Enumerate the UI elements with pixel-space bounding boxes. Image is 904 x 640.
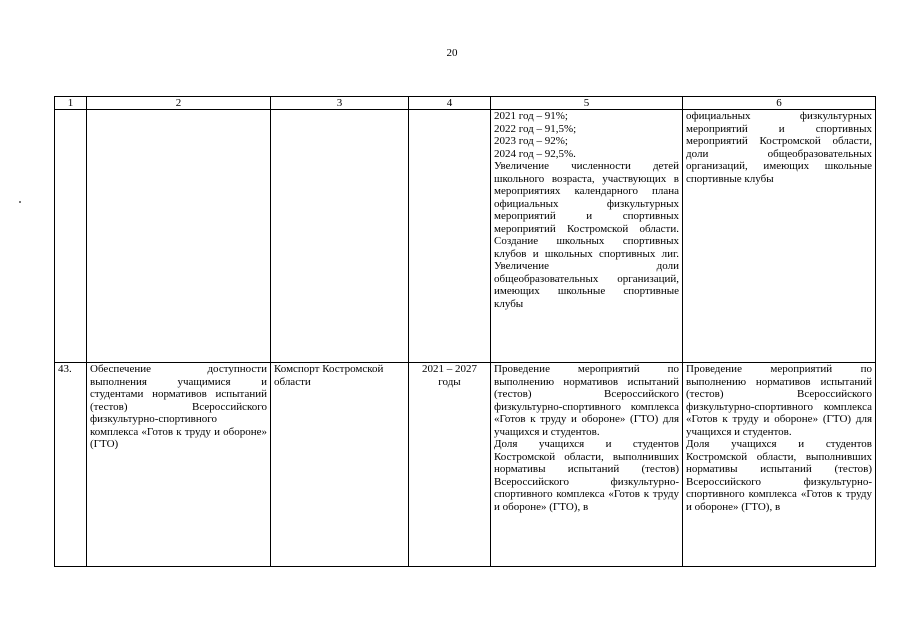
indicators-paragraph-1: Проведение мероприятий по выполнению нормативов испытаний (тестов) Всероссийского физкультурно-спортивного комплекса «Готов к труду и обороне» (ГТО) для учащихся и студентов. (494, 363, 679, 438)
header-cell-4: 4 (409, 97, 491, 110)
header-cell-3: 3 (271, 97, 409, 110)
results-paragraph-2: Доля учащихся и студентов Костромской области, выполнивших нормативы испытаний (тестов) Всероссийского физкультурно-спортивного комплекса «Готов к труду и обороне» (ГТО), в (686, 438, 872, 513)
indicator-text: Увеличение численности детей школьного возраста, участвующих в мероприятиях календарного плана официальных физкультурных мероприятий и спортивных мероприятий Костромской области. Создание школьных спортивных клубов и школьных спортивных лиг. Увеличение доли общеобразовательных организаций, имеющих школьные спортивные клубы (494, 160, 679, 310)
page-number: 20 (446, 47, 458, 59)
results-text: официальных физкультурных мероприятий и спортивных мероприятий Костромской области, доли общеобразовательных организаций, имеющих школьные спортивные клубы (686, 110, 872, 185)
period-cell (409, 363, 491, 567)
event-cell (87, 363, 271, 567)
results-cell (683, 363, 876, 567)
cont-cell-number (55, 110, 87, 363)
cont-cell-indicators (491, 110, 683, 363)
period-suffix: годы (438, 375, 461, 388)
header-cell-5: 5 (491, 97, 683, 110)
executor-cell (271, 363, 409, 567)
table-row-continuation (55, 110, 876, 363)
period-years: 2021 – 2027 (422, 363, 477, 375)
results-paragraph-1: Проведение мероприятий по выполнению нормативов испытаний (тестов) Всероссийского физкультурно-спортивного комплекса «Готов к труду и обороне» (ГТО) для учащихся и студентов. (686, 363, 872, 438)
indicator-line: 2021 год – 91%; (494, 110, 568, 122)
cont-cell-period (409, 110, 491, 363)
executor-text: Комспорт Костромской области (274, 363, 384, 388)
indicator-line: 2024 год – 92,5%. (494, 147, 576, 160)
cont-cell-results (683, 110, 876, 363)
scan-speck (19, 201, 21, 203)
header-cell-6: 6 (683, 97, 876, 110)
row-number: 43. (55, 363, 87, 567)
cont-cell-executor (271, 110, 409, 363)
table-row-43 (55, 363, 876, 567)
header-cell-1: 1 (55, 97, 87, 110)
event-text: Обеспечение доступности выполнения учащимися и студентами нормативов испытаний (тестов) Всероссийского физкультурно-спортивного комплекса «Готов к труду и обороне» (ГТО) (90, 363, 267, 450)
indicator-line: 2023 год – 92%; (494, 135, 568, 147)
table-header-row (55, 97, 876, 110)
measures-table (54, 96, 876, 567)
indicators-paragraph-2: Доля учащихся и студентов Костромской области, выполнивших нормативы испытаний (тестов) Всероссийского физкультурно-спортивного комплекса «Готов к труду и обороне» (ГТО), в (494, 438, 679, 513)
indicators-cell (491, 363, 683, 567)
cont-cell-event (87, 110, 271, 363)
indicator-line: 2022 год – 91,5%; (494, 122, 577, 135)
header-cell-2: 2 (87, 97, 271, 110)
